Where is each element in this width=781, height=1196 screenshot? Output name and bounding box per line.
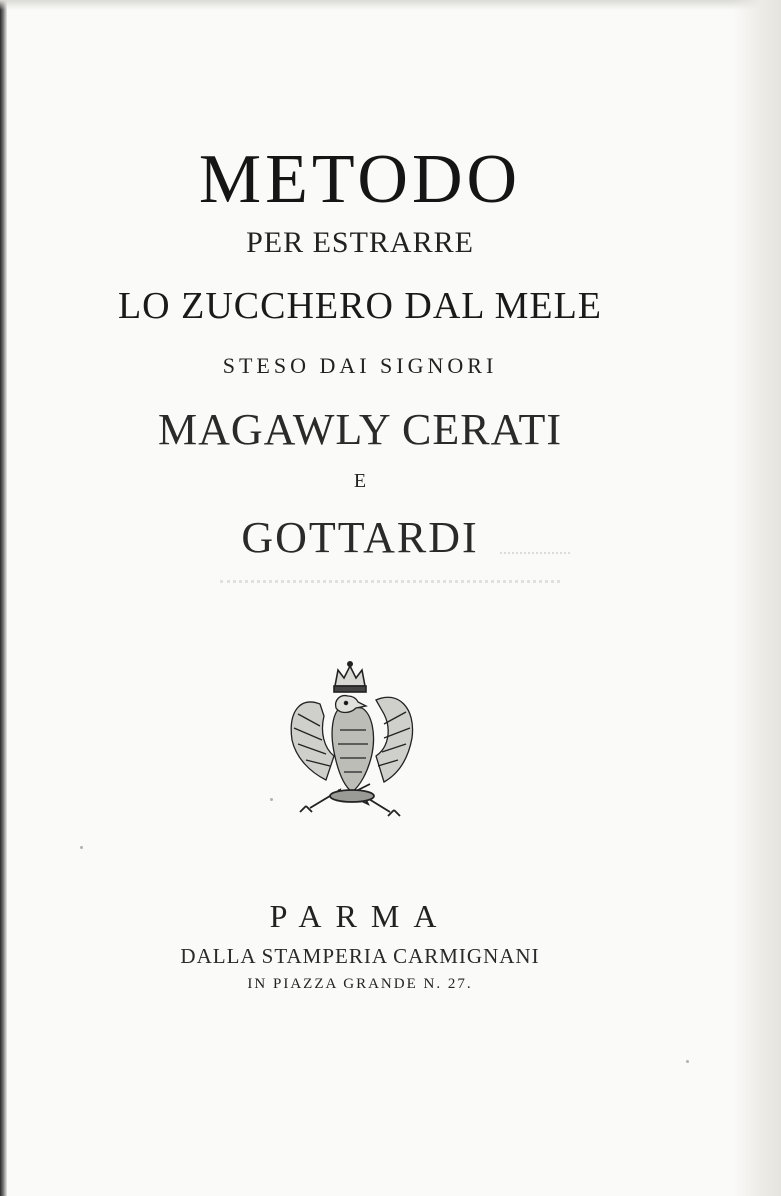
subtitle-line-2: LO ZUCCHERO DAL MELE bbox=[117, 285, 603, 327]
eagle-icon bbox=[291, 696, 412, 792]
subtitle-line-3: STESO DAI SIGNORI bbox=[222, 353, 498, 378]
paper-speck bbox=[80, 846, 83, 849]
page-right-edge bbox=[733, 0, 781, 1196]
paper-speck bbox=[686, 1060, 689, 1063]
subtitle-line-1: PER ESTRARRE bbox=[246, 226, 474, 259]
crowned-eagle-emblem bbox=[280, 656, 430, 826]
author-name-2: GOTTARDI bbox=[241, 513, 479, 562]
page-top-edge bbox=[0, 0, 781, 10]
book-title: METODO bbox=[198, 141, 522, 218]
imprint-address: IN PIAZZA GRANDE N. 27. bbox=[247, 976, 473, 992]
author-names: MAGAWLY CERATI bbox=[157, 405, 563, 454]
author-conjunction: E bbox=[353, 470, 367, 492]
paper-speck bbox=[270, 798, 273, 801]
imprint-city: PARMA bbox=[269, 898, 451, 934]
imprint-printer: DALLA STAMPERIA CARMIGNANI bbox=[180, 944, 540, 968]
crown-icon bbox=[334, 662, 366, 692]
